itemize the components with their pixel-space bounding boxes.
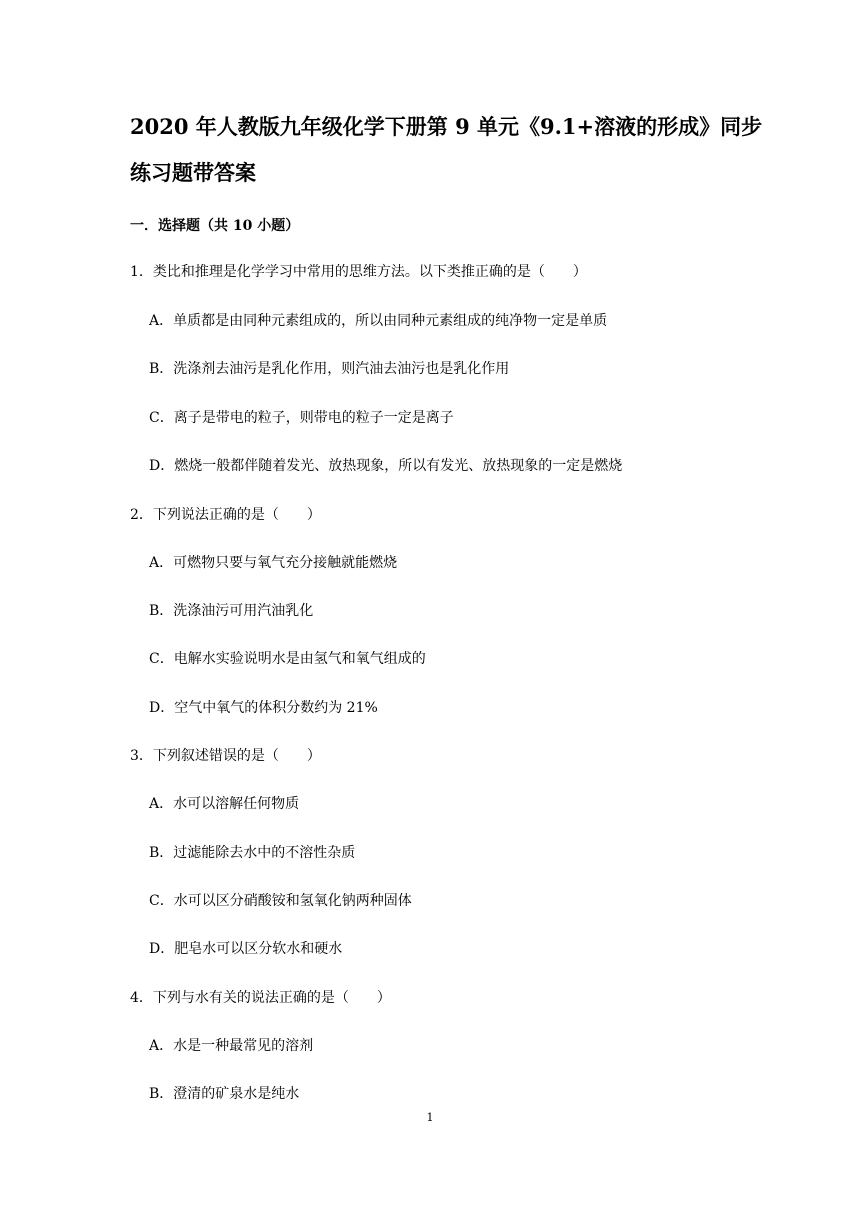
question-2-option-d: D．空气中氧气的体积分数约为 21%: [149, 700, 378, 716]
question-2-option-b: B．洗涤油污可用汽油乳化: [149, 603, 314, 619]
question-2-option-a: A．可燃物只要与氧气充分接触就能燃烧: [149, 555, 398, 571]
question-4-stem: 4．下列与水有关的说法正确的是（ ）: [130, 990, 391, 1006]
question-4-option-a: A．水是一种最常见的溶剂: [149, 1038, 314, 1054]
question-3-stem: 3．下列叙述错误的是（ ）: [130, 748, 321, 764]
question-3-option-d: D．肥皂水可以区分软水和硬水: [149, 941, 343, 957]
document-title-line-2: 练习题带答案: [130, 160, 256, 185]
document-title-line-1: 2020 年人教版九年级化学下册第 9 单元《9.1+溶液的形成》同步: [130, 114, 763, 139]
question-3-option-c: C．水可以区分硝酸铵和氢氧化钠两种固体: [149, 893, 412, 909]
question-1-option-b: B．洗涤剂去油污是乳化作用，则汽油去油污也是乳化作用: [149, 361, 510, 377]
question-1-option-d: D．燃烧一般都伴随着发光、放热现象，所以有发光、放热现象的一定是燃烧: [149, 458, 623, 474]
question-3-option-a: A．水可以溶解任何物质: [149, 796, 300, 812]
question-2-stem: 2．下列说法正确的是（ ）: [130, 507, 321, 523]
question-1-stem: 1．类比和推理是化学学习中常用的思维方法。以下类推正确的是（ ）: [130, 264, 587, 280]
question-3-option-b: B．过滤能除去水中的不溶性杂质: [149, 845, 356, 861]
question-2-option-c: C．电解水实验说明水是由氢气和氧气组成的: [149, 651, 426, 667]
question-1-option-c: C．离子是带电的粒子，则带电的粒子一定是离子: [149, 410, 454, 426]
question-4-option-b: B．澄清的矿泉水是纯水: [149, 1086, 300, 1102]
section-heading: 一．选择题（共 10 小题）: [130, 218, 300, 234]
question-1-option-a: A．单质都是由同种元素组成的，所以由同种元素组成的纯净物一定是单质: [149, 313, 608, 329]
page-number: 1: [426, 1111, 434, 1124]
